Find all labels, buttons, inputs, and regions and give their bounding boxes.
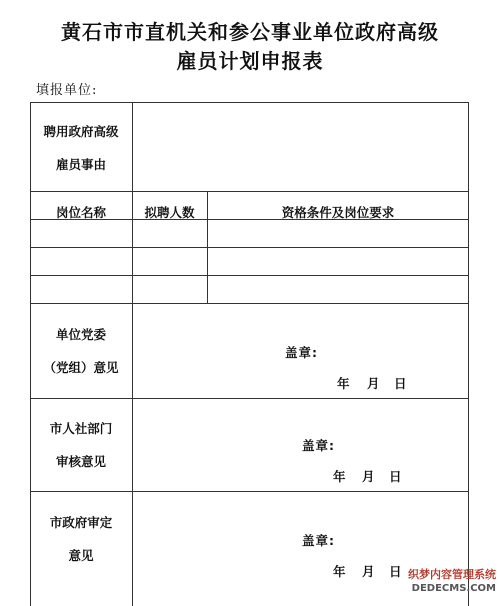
cell-requirements[interactable] bbox=[208, 248, 468, 275]
table-rule bbox=[30, 491, 469, 492]
month-label: 月 bbox=[362, 469, 375, 484]
cell-position[interactable] bbox=[31, 276, 131, 303]
cell-count[interactable] bbox=[133, 248, 206, 275]
approval-label-city-government: 市政府审定 意见 bbox=[49, 515, 113, 563]
column-header-requirements: 资格条件及岗位要求 bbox=[281, 205, 395, 220]
day-label: 日 bbox=[394, 376, 407, 391]
month-label: 月 bbox=[362, 564, 375, 579]
reason-field[interactable] bbox=[133, 103, 468, 191]
document-title-line2: 雇员计划申报表 bbox=[176, 49, 324, 73]
day-label: 日 bbox=[389, 564, 402, 579]
seal-label: 盖章: bbox=[302, 533, 335, 548]
day-label: 日 bbox=[389, 469, 402, 484]
year-label: 年 bbox=[337, 376, 350, 391]
cell-requirements[interactable] bbox=[208, 276, 468, 303]
table-rule bbox=[30, 303, 469, 304]
table-rule bbox=[30, 398, 469, 399]
table-rule bbox=[30, 191, 469, 192]
cell-position[interactable] bbox=[31, 220, 131, 247]
unit-label: 填报单位: bbox=[36, 83, 98, 98]
watermark-logo: 织梦内容管理系统 DEDECMS.COM bbox=[408, 568, 496, 594]
cell-requirements[interactable] bbox=[208, 220, 468, 247]
column-header-position: 岗位名称 bbox=[55, 205, 106, 220]
cell-count[interactable] bbox=[133, 276, 206, 303]
approval-label-party-committee: 单位党委 （党组）意见 bbox=[43, 327, 119, 375]
cell-position[interactable] bbox=[31, 248, 131, 275]
document-title-line1: 黄石市市直机关和参公事业单位政府高级 bbox=[61, 20, 439, 44]
year-label: 年 bbox=[333, 564, 346, 579]
seal-label: 盖章: bbox=[302, 438, 335, 453]
cell-count[interactable] bbox=[133, 220, 206, 247]
month-label: 月 bbox=[367, 376, 380, 391]
column-header-count: 拟聘人数 bbox=[144, 205, 195, 220]
reason-label: 聘用政府高级 雇员事由 bbox=[43, 124, 119, 172]
seal-label: 盖章: bbox=[285, 345, 318, 360]
approval-label-hr-department: 市人社部门 审核意见 bbox=[49, 421, 113, 469]
year-label: 年 bbox=[333, 469, 346, 484]
